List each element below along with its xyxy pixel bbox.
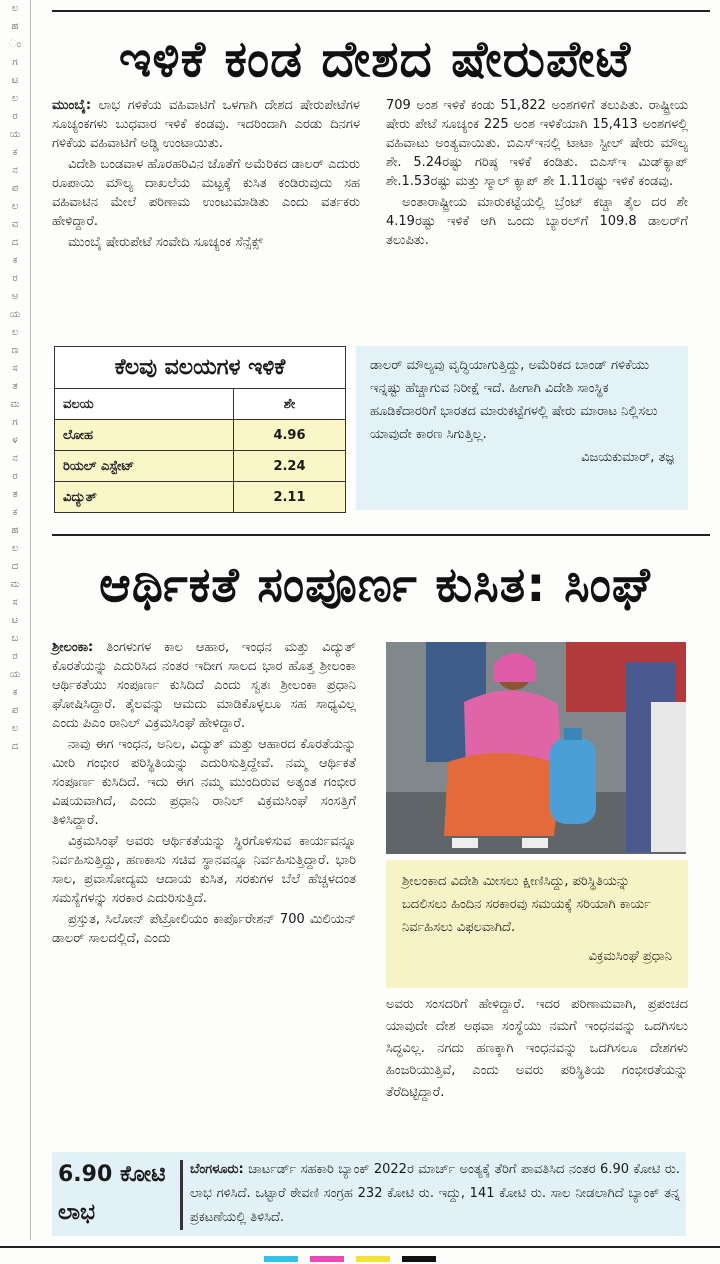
registration-mark xyxy=(402,1256,436,1262)
story2-para: ಅವರು ಸಂಸದರಿಗೆ ಹೇಳಿದ್ದಾರೆ. ಇದರ ಪರಿಣಾಮವಾಗಿ, ಪ್ರಪಂಚದ ಯಾವುದೇ ದೇಶ ಅಥವಾ ಸಂಸ್ಥೆಯು ನಮಗೆ ಇಂಧನವನ್ನು ಒದಗಿಸಲು ಸಿದ್ಧವಿಲ್ಲ. ನಗದು ಹಣಕ್ಕಾಗಿ ಇಂಧನವನ್ನು ಒದಗಿಸಲೂ ದೇಶಗಳು ಹಿಂಜರಿಯುತ್ತಿವೆ, ಎಂದು ಅವರು ಪರಿಸ್ಥಿತಿಯ ಗಂಭೀರತೆಯನ್ನು ತೆರೆದಿಟ್ಟಿದ್ದಾರೆ. xyxy=(386,997,688,1100)
gutter-char: ಲ xyxy=(11,543,19,554)
news-photo xyxy=(386,642,686,854)
gutter-char: ಪ xyxy=(11,183,19,194)
gutter-char: ದ xyxy=(11,741,19,752)
top-rule xyxy=(52,10,710,12)
gutter-char: ಳ xyxy=(12,435,18,446)
gutter-char: ಅ xyxy=(11,291,19,302)
gutter-char: ವ xyxy=(11,219,19,230)
gutter-char: ಹ xyxy=(11,525,19,536)
story2-column-left xyxy=(52,638,356,950)
registration-mark xyxy=(310,1256,344,1262)
story2-para: ಪ್ರಸ್ತುತ, ಸಿಲೋನ್ ಪೆಟ್ರೋಲಿಯಂ ಕಾರ್ಪೊರೇಶನ್ 700 ಮಿಲಿಯನ್ ಡಾಲರ್ ಸಾಲದಲ್ಲಿದೆ, ಎಂದು xyxy=(52,912,356,946)
gutter-char: ಗ xyxy=(12,417,18,428)
gutter-char: ಮ xyxy=(10,399,20,410)
gutter-char: ತ xyxy=(12,489,18,500)
sector-decline-table xyxy=(54,346,346,513)
gutter-char: ದ xyxy=(11,561,19,572)
gutter-char: ಗ xyxy=(12,57,18,68)
story2-column-right xyxy=(386,994,688,1106)
table-cell-value: 2.24 xyxy=(234,451,346,482)
gutter-char: ಸ xyxy=(12,363,18,374)
gutter-char: ಸ xyxy=(12,597,18,608)
woman-with-gas-cylinder-photo xyxy=(386,642,686,854)
gutter-char: ಲ xyxy=(11,327,19,338)
gutter-char: ಕ xyxy=(12,507,18,518)
registration-mark xyxy=(264,1256,298,1262)
gutter-char: ಕ xyxy=(12,687,18,698)
gutter-char: ಕ xyxy=(12,255,18,266)
gutter-char: ಬ xyxy=(11,633,19,644)
registration-mark xyxy=(356,1256,390,1262)
gutter-char: ಟ xyxy=(11,75,19,86)
story1-para: ಮುಂಬೈ ಷೇರುಪೇಟೆ ಸಂವೇದಿ ಸೂಚ್ಯಂಕ ಸೆನ್ಸೆಕ್ಸ್ xyxy=(68,235,263,250)
story1-para: ವಿದೇಶಿ ಬಂಡವಾಳ ಹೊರಹರಿವಿನ ಜೊತೆಗೆ ಅಮೆರಿಕದ ಡಾಲರ್ ಎದುರು ರೂಪಾಯಿ ಮೌಲ್ಯ ದಾಖಲೆಯ ಮಟ್ಟಕ್ಕೆ ಕುಸಿತ ಕಂಡಿರುವುದು ಸಹ ವಹಿವಾಟಿನ ಮೇಲೆ ಪರಿಣಾಮ ಉಂಟುಮಾಡಿತು ಎಂದು ವರ್ತಕರು ಹೇಳಿದ್ದಾರೆ. xyxy=(52,157,360,229)
gutter-char: ಂ xyxy=(8,39,22,50)
gutter-char: ಲ xyxy=(11,3,19,14)
story1-column-right xyxy=(386,96,688,252)
story1-para: 709 ಅಂಶ ಇಳಿಕೆ ಕಂಡು 51,822 ಅಂಶಗಳಿಗೆ ತಲುಪಿತು. ರಾಷ್ಟ್ರೀಯ ಷೇರು ಪೇಟೆ ಸೂಚ್ಯಂಕ 225 ಅಂಶ ಇಳಿಕೆಯಾಗಿ 15,413 ಅಂಶಗಳಲ್ಲಿ ವಹಿವಾಟು ಅಂತ್ಯವಾಯಿತು. ಬಿಎಸ್‌ಇನಲ್ಲಿ ಟಾಟಾ ಸ್ಟೀಲ್ ಷೇರು ಮೌಲ್ಯ ಶೇ. 5.24ರಷ್ಟು ಗರಿಷ್ಠ ಇಳಿಕೆ ಕಂಡಿತು. ಬಿಎಸ್‌ಇ ಮಿಡ್‌ಕ್ಯಾಪ್ ಶೇ.1.53ರಷ್ಟು ಮತ್ತು ಸ್ಮಾಲ್ ಕ್ಯಾಪ್ ಶೇ 1.11ರಷ್ಟು ಇಳಿಕೆ ಕಂಡವು. xyxy=(386,98,688,189)
gutter-char: ಹ xyxy=(11,21,19,32)
story2-para: ನಾವು ಈಗ ಇಂಧನ, ಅನಿಲ, ವಿದ್ಯುತ್ ಮತ್ತು ಆಹಾರದ ಕೊರತೆಯನ್ನು ಮೀರಿ ಗಂಭೀರ ಪರಿಸ್ಥಿತಿಯನ್ನು ಎದುರಿಸುತ್ತಿದ್ದೇವೆ. ನಮ್ಮ ಆರ್ಥಿಕತೆ ಸಂಪೂರ್ಣ ಕುಸಿದಿದೆ. ಇದು ಈಗ ನಮ್ಮ ಮುಂದಿರುವ ಅತ್ಯಂತ ಗಂಭೀರ ವಿಷಯವಾಗಿದೆ, ಎಂದು ಪ್ರಧಾನಿ ರಾನಿಲ್ ವಿಕ್ರಮಸಿಂಘೆ ಸಂಸತ್ತಿಗೆ ತಿಳಿಸಿದ್ದಾರೆ. xyxy=(52,737,356,828)
story1-column-left xyxy=(52,96,360,254)
caption-text: ಶ್ರೀಲಂಕಾದ ವಿದೇಶಿ ಮೀಸಲು ಕ್ಷೀಣಿಸಿದ್ದು, ಪರಿಸ್ಥಿತಿಯನ್ನು ಬದಲಿಸಲು ಹಿಂದಿನ ಸರಕಾರವು ಸಮಯಕ್ಕೆ ಸರಿಯಾಗಿ ಕಾರ್ಯ ನಿರ್ವಹಿಸಲು ವಿಫಲವಾಗಿದೆ. xyxy=(402,874,651,935)
gutter-char: ಯ xyxy=(9,309,21,320)
table-header-percent: ಶೇ xyxy=(234,389,346,420)
table-cell-value: 4.96 xyxy=(234,420,346,451)
brief-divider xyxy=(180,1160,183,1230)
page-bottom-rule xyxy=(0,1246,720,1248)
gutter-char: ರ xyxy=(12,651,18,662)
gutter-char: ದ xyxy=(11,237,19,248)
section-rule xyxy=(52,534,710,536)
gutter-char: ತ xyxy=(12,381,18,392)
brief-label: ಲಾಭ xyxy=(58,1200,96,1225)
table-cell-value: 2.11 xyxy=(234,482,346,513)
gutter-char: ಲ xyxy=(11,723,19,734)
brief-amount: 6.90 ಕೋಟಿ xyxy=(58,1162,166,1187)
gutter-char: ಯ xyxy=(9,129,21,140)
print-color-marks xyxy=(264,1256,436,1262)
story2-para: ವಿಕ್ರಮಸಿಂಘೆ ಅವರು ಆರ್ಥಿಕತೆಯನ್ನು ಸ್ಥಿರಗೊಳಿಸುವ ಕಾರ್ಯವನ್ನೂ ನಿರ್ವಹಿಸುತ್ತಿದ್ದು, ಹಣಕಾಸು ಸಚಿವ ಸ್ಥಾನವನ್ನೂ ನಿರ್ವಹಿಸುತ್ತಿದ್ದಾರೆ. ಭಾರಿ ಸಾಲ, ಪ್ರವಾಸೋದ್ಯಮ ಆದಾಯ ಕುಸಿತ, ಸರಕುಗಳ ಬೆಲೆ ಹೆಚ್ಚಳದಂತ ಸಮಸ್ಯೆಗಳನ್ನು ಸರಕಾರ ಎದುರಿಸುತ್ತಿದೆ. xyxy=(52,834,356,906)
table-row xyxy=(55,482,346,513)
table-header-row xyxy=(55,389,346,420)
story1-dateline: ಮುಂಬೈ: xyxy=(52,98,92,113)
story2-dateline: ಶ್ರೀಲಂಕಾ: xyxy=(52,640,94,655)
photo-caption-box xyxy=(386,860,688,988)
table-row xyxy=(55,451,346,482)
gutter-char: ರ xyxy=(12,111,18,122)
gutter-char: ಣ xyxy=(11,345,19,356)
table-cell-sector: ವಿದ್ಯುತ್ xyxy=(55,482,234,513)
bank-profit-brief xyxy=(52,1152,686,1236)
story2-headline: ಆರ್ಥಿಕತೆ ಸಂಪೂರ್ಣ ಕುಸಿತ: ಸಿಂಘೆ xyxy=(99,557,651,613)
gutter-char: ಮ xyxy=(10,579,20,590)
story1-headline: ಇಳಿಕೆ ಕಂಡ ದೇಶದ ಷೇರುಪೇಟೆ xyxy=(118,30,632,88)
gutter-char: ಕ xyxy=(12,147,18,158)
table-title: ಕೆಲವು ವಲಯಗಳ ಇಳಿಕೆ xyxy=(54,346,346,388)
gutter-char: ಪ xyxy=(11,705,19,716)
expert-quote-box xyxy=(356,346,688,510)
gutter-char: ರ xyxy=(12,273,18,284)
brief-text: ಚಾರ್ಟರ್ಡ್ ಸಹಕಾರಿ ಬ್ಯಾಂಕ್ 2022ರ ಮಾರ್ಚ್ ಅಂತ್ಯಕ್ಕೆ ತೆರಿಗೆ ಪಾವತಿಸಿದ ನಂತರ 6.90 ಕೋಟಿ ರು. ಲಾಭ ಗಳಿಸಿದೆ. ಒಟ್ಟಾರೆ ಠೇವಣಿ ಸಂಗ್ರಹ 232 ಕೋಟಿ ರು. ಇದ್ದು, 141 ಕೋಟಿ ರು. ಸಾಲ ನೀಡಲಾಗಿದೆ ಬ್ಯಾಂಕ್ ತನ್ನ ಪ್ರಕಟಣೆಯಲ್ಲಿ ತಿಳಿಸಿದೆ. xyxy=(190,1162,680,1225)
gutter-char: ನ xyxy=(12,165,18,176)
story1-para: ಲಾಭ ಗಳಿಕೆಯ ವಹಿವಾಟಿಗೆ ಒಳಗಾಗಿ ದೇಶದ ಷೇರುಪೇಟೆಗಳ ಸೂಚ್ಯಂಕಗಳು ಬುಧವಾರ ಇಳಿಕೆ ಕಂಡವು. ಇದರಿಂದಾಗಿ ಎರಡು ದಿನಗಳ ಗಳಿಕೆಯ ವಹಿವಾಟಿಗೆ ಅಡ್ಡಿ ಉಂಟಾಯಿತು. xyxy=(52,98,360,151)
story2-para: ತಿಂಗಳುಗಳ ಕಾಲ ಆಹಾರ, ಇಂಧನ ಮತ್ತು ವಿದ್ಯುತ್ ಕೊರತೆಯನ್ನು ಎದುರಿಸಿದ ನಂತರ ಇದೀಗ ಸಾಲದ ಭಾರ ಹೊತ್ತ ಶ್ರೀಲಂಕಾ ಆರ್ಥಿಕತೆಯು ಸಂಪೂರ್ಣ ಕುಸಿದಿದೆ ಎಂದು ಸ್ವತಃ ಶ್ರೀಲಂಕಾ ಪ್ರಧಾನಿ ಘೋಷಿಸಿದ್ದಾರೆ. ತೈಲವನ್ನು ಆಮದು ಮಾಡಿಕೊಳ್ಳಲೂ ಸಹ ಸಾಧ್ಯವಿಲ್ಲ ಎಂದು ಪಿಎಂ ರಾನಿಲ್ ವಿಕ್ರಮಸಿಂಘೆ ಹೇಳಿದ್ದಾರೆ. xyxy=(52,640,356,731)
gutter-char: ಲ xyxy=(11,201,19,212)
gutter-char: ನ xyxy=(12,453,18,464)
quote-text: ಡಾಲರ್ ಮೌಲ್ಯವು ವೃದ್ಧಿಯಾಗುತ್ತಿದ್ದು, ಅಮೆರಿಕದ ಬಾಂಡ್ ಗಳಿಕೆಯು ಇನ್ನಷ್ಟು ಹೆಚ್ಚಾಗುವ ನಿರೀಕ್ಷೆ ಇದೆ. ಹೀಗಾಗಿ ವಿದೇಶಿ ಸಾಂಸ್ಥಿಕ ಹೂಡಿಕೆದಾರರಿಗೆ ಭಾರತದ ಮಾರುಕಟ್ಟೆಗಳಲ್ಲಿ ಷೇರು ಮಾರಾಟ ನಿಲ್ಲಿಸಲು ಯಾವುದೇ ಕಾರಣ ಸಿಗುತ್ತಿಲ್ಲ. xyxy=(370,358,658,442)
gutter-char: ರ xyxy=(12,471,18,482)
brief-text-block xyxy=(190,1158,680,1230)
gutter-char: ಯ xyxy=(9,669,21,680)
quote-attribution: ವಿಜಯಕುಮಾರ್, ತಜ್ಞ xyxy=(581,450,674,465)
table-row xyxy=(55,420,346,451)
table-body xyxy=(54,388,346,513)
gutter-char: ಲ xyxy=(11,93,19,104)
adjacent-page-gutter xyxy=(0,0,31,1240)
gutter-char: ಟ xyxy=(11,615,19,626)
story1-para: ಅಂತಾರಾಷ್ಟ್ರೀಯ ಮಾರುಕಟ್ಟೆಯಲ್ಲಿ ಬ್ರೆಂಟ್ ಕಚ್ಚಾ ತೈಲ ದರ ಶೇ 4.19ರಷ್ಟು ಇಳಿಕೆ ಆಗಿ ಒಂದು ಬ್ಯಾರಲ್‌ಗೆ 109.8 ಡಾಲರ್‌ಗೆ ತಲುಪಿತು. xyxy=(386,195,688,248)
brief-dateline: ಬೆಂಗಳೂರು: xyxy=(190,1162,244,1177)
caption-attribution: ವಿಕ್ರಮಸಿಂಘೆ ಪ್ರಧಾನಿ xyxy=(588,949,672,964)
table-header-sector: ವಲಯ xyxy=(55,389,234,420)
table-cell-sector: ಲೋಹ xyxy=(55,420,234,451)
table-cell-sector: ರಿಯಲ್ ಎಸ್ಟೇಟ್ xyxy=(55,451,234,482)
